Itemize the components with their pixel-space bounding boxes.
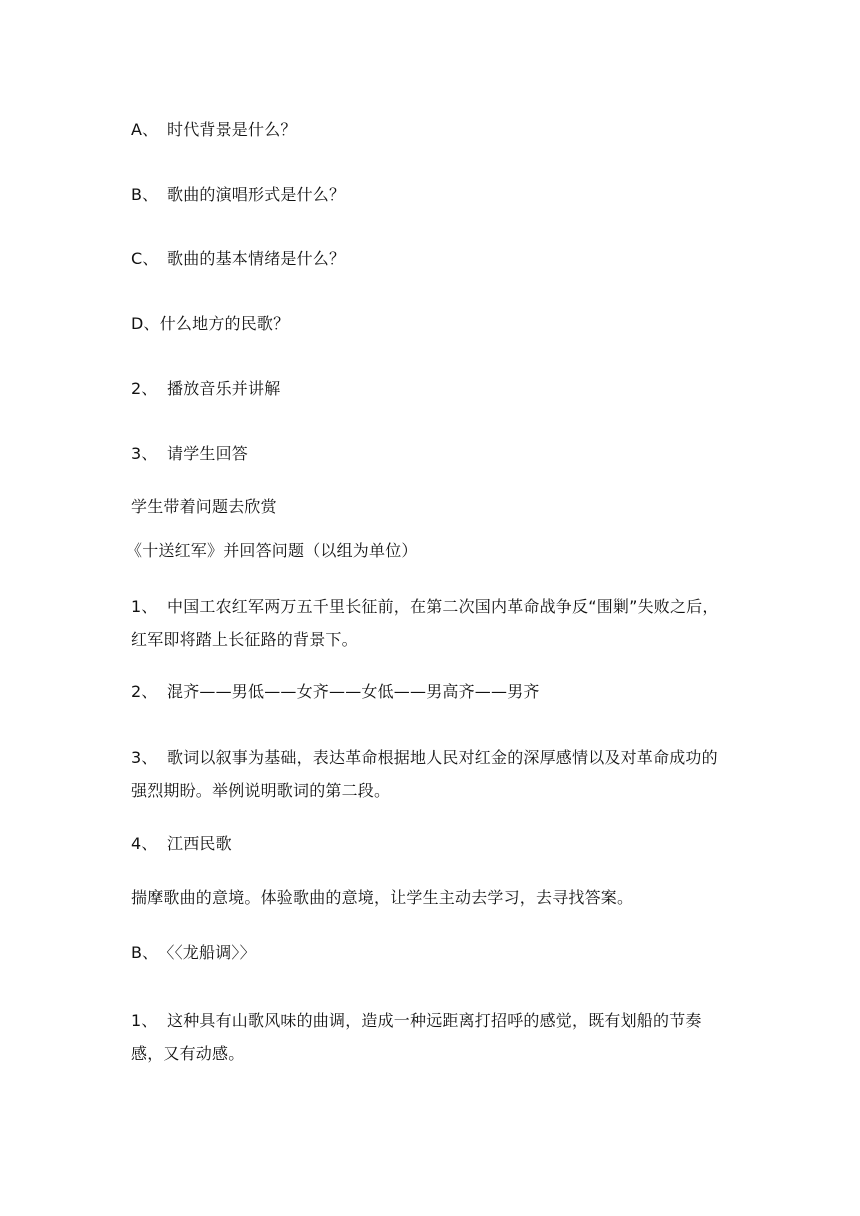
list-marker: 3、 bbox=[131, 444, 158, 463]
list-marker: D、 bbox=[131, 314, 160, 333]
paragraph-text: 揣摩歌曲的意境。体验歌曲的意境，让学生主动去学习，去寻找答案。 bbox=[131, 888, 634, 907]
list-text: 中国工农红军两万五千里长征前，在第二次国内革命战争反“围剿”失败之后，红军即将踏上长征路的背景下。 bbox=[131, 597, 719, 649]
answer-1 bbox=[131, 590, 731, 656]
question-a bbox=[131, 120, 751, 140]
list-marker: 4、 bbox=[131, 834, 158, 853]
list-text: 时代背景是什么？ bbox=[167, 120, 297, 139]
question-c bbox=[131, 249, 751, 269]
step-2 bbox=[131, 379, 751, 399]
list-marker: 1、 bbox=[131, 597, 158, 616]
experience-paragraph bbox=[131, 888, 751, 908]
list-text: 歌词以叙事为基础，表达革命根据地人民对红金的深厚感情以及对革命成功的强烈期盼。举例说明歌词的第二段。 bbox=[131, 748, 718, 800]
list-text: 〈〈龙船调〉〉 bbox=[158, 943, 256, 962]
list-marker: 2、 bbox=[131, 682, 158, 701]
list-text: 播放音乐并讲解 bbox=[167, 379, 281, 398]
question-b bbox=[131, 185, 751, 205]
list-marker: 2、 bbox=[131, 379, 158, 398]
list-marker: B、 bbox=[131, 185, 159, 204]
answer-2 bbox=[131, 682, 751, 702]
paragraph-text: 《十送红军》并回答问题（以组为单位） bbox=[126, 541, 418, 560]
list-text: 江西民歌 bbox=[167, 834, 232, 853]
answer-3 bbox=[131, 741, 731, 807]
list-text: 请学生回答 bbox=[167, 444, 249, 463]
paragraph-text: 学生带着问题去欣赏 bbox=[131, 497, 277, 516]
list-text: 歌曲的演唱形式是什么？ bbox=[167, 185, 346, 204]
list-text: 什么地方的民歌？ bbox=[159, 314, 290, 333]
list-marker: 1、 bbox=[131, 1011, 158, 1030]
list-marker: B、 bbox=[131, 943, 159, 962]
student-activity bbox=[131, 497, 751, 517]
answer-4 bbox=[131, 834, 751, 854]
list-marker: A、 bbox=[131, 120, 159, 139]
list-text: 歌曲的基本情绪是什么？ bbox=[167, 249, 346, 268]
question-d bbox=[131, 314, 751, 334]
list-marker: C、 bbox=[131, 249, 159, 268]
list-text: 这种具有山歌风味的曲调，造成一种远距离打招呼的感觉，既有划船的节奏感，又有动感。 bbox=[131, 1011, 702, 1063]
song-title-line bbox=[126, 541, 746, 561]
step-3 bbox=[131, 444, 751, 464]
list-marker: 3、 bbox=[131, 748, 158, 767]
section-b-longchuandiao bbox=[131, 943, 751, 963]
longchuandiao-point-1 bbox=[131, 1004, 731, 1070]
list-text: 混齐——男低——女齐——女低——男高齐——男齐 bbox=[167, 682, 540, 701]
